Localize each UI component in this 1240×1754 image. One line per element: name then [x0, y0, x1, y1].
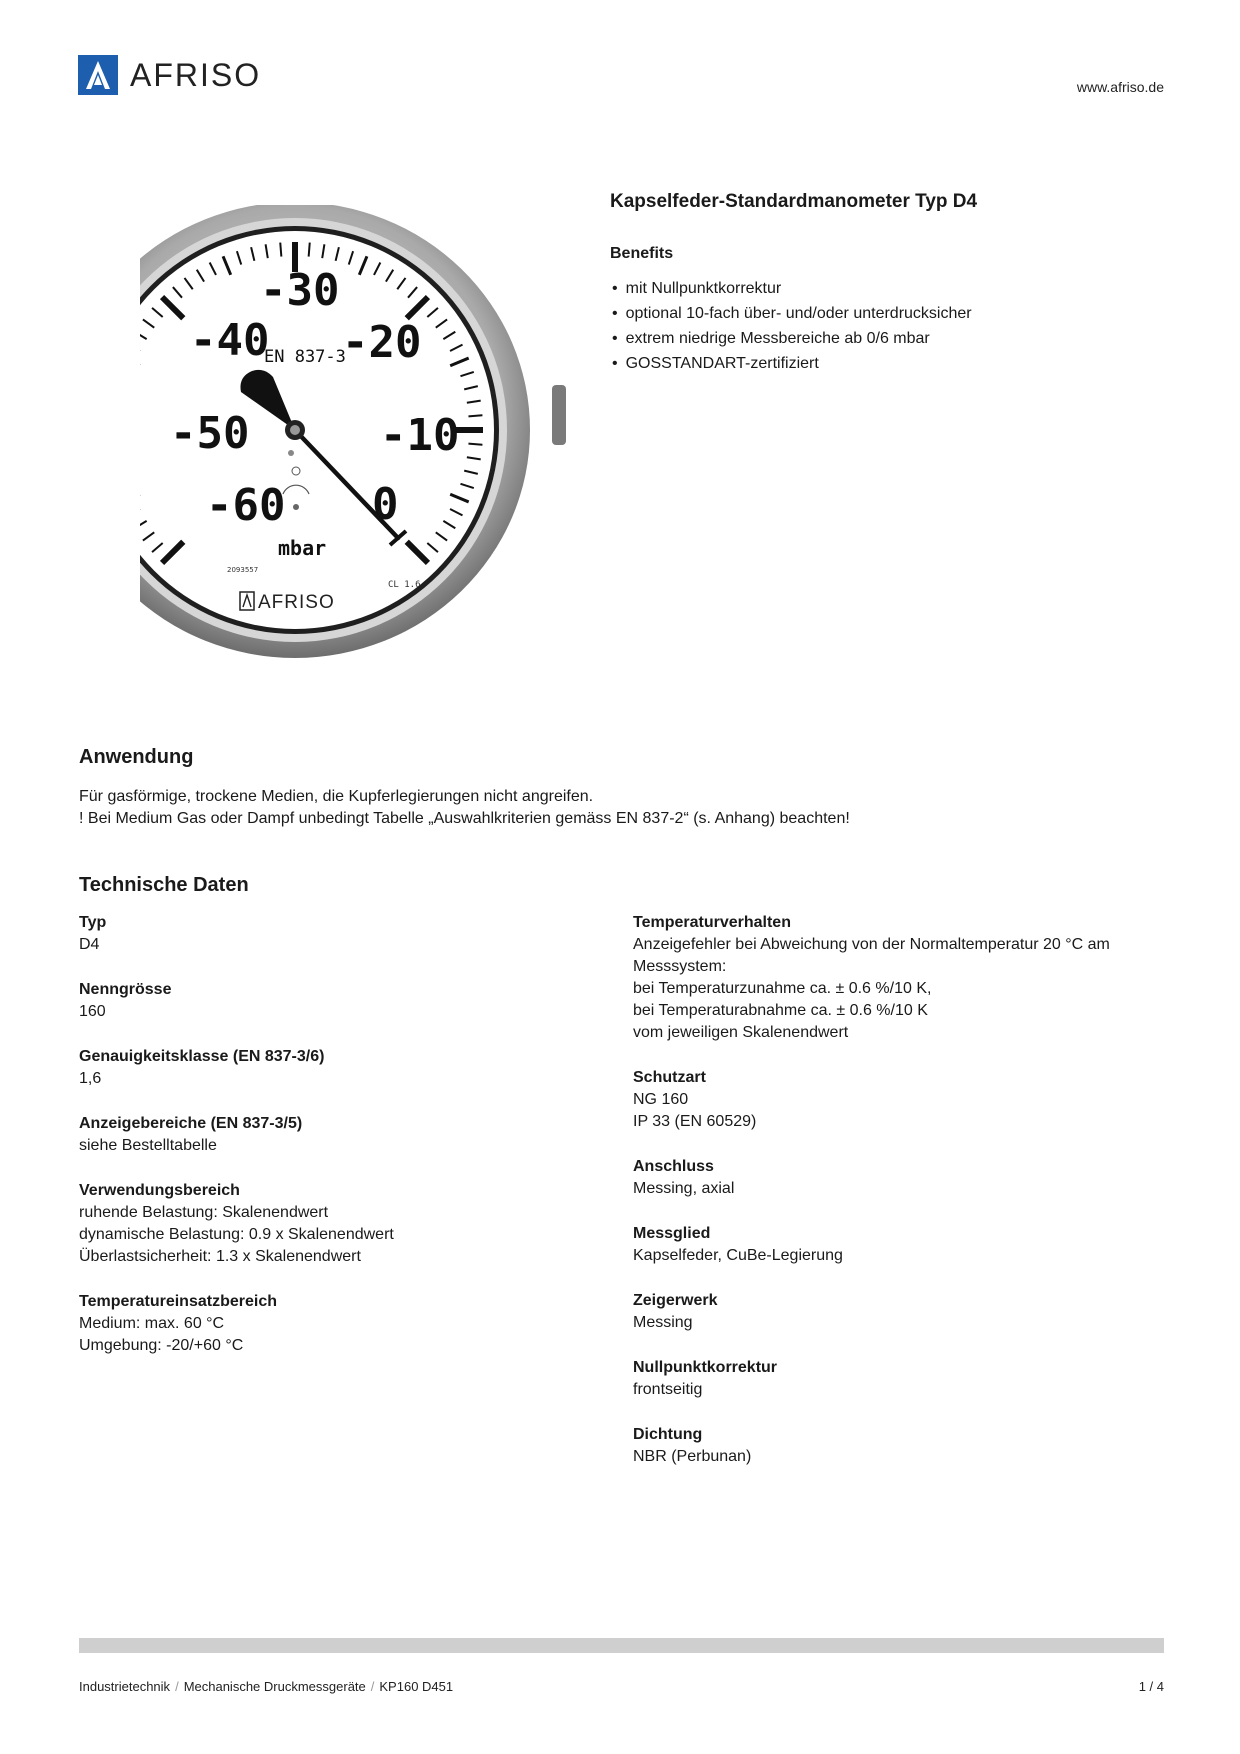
spec-value: Anzeigefehler bei Abweichung von der Normaltemperatur 20 °C am — [633, 936, 1110, 953]
breadcrumb-separator: / — [370, 1679, 375, 1694]
afriso-logo-icon — [78, 55, 118, 95]
spec-nenngroesse — [79, 979, 599, 1023]
spec-zeigerwerk — [633, 1290, 1153, 1334]
spec-label: Temperatureinsatzbereich — [79, 1293, 277, 1310]
spec-label: Temperaturverhalten — [633, 914, 791, 931]
spec-value: D4 — [79, 936, 100, 953]
spec-label: Nullpunktkorrektur — [633, 1359, 778, 1376]
spec-value: 160 — [79, 1003, 106, 1020]
spec-schutzart — [633, 1067, 1153, 1133]
breadcrumb — [79, 1679, 453, 1694]
spec-label: Typ — [79, 914, 107, 931]
spec-value: Medium: max. 60 °C — [79, 1315, 225, 1332]
breadcrumb-item[interactable]: KP160 D451 — [379, 1679, 454, 1694]
spec-label: Nenngrösse — [79, 981, 172, 998]
spec-temperaturverhalten — [633, 912, 1153, 1044]
scale-label-minus-20: -20 — [342, 317, 422, 368]
text-line: Für gasförmige, trockene Medien, die Kupferlegierungen nicht angreifen. — [79, 788, 594, 805]
gauge-tick — [468, 415, 482, 416]
section-heading-anwendung: Anwendung — [79, 746, 194, 768]
spec-value: bei Temperaturabnahme ca. ± 0.6 %/10 K — [633, 1002, 928, 1019]
spec-value: NBR (Perbunan) — [633, 1448, 752, 1465]
side-lug-right — [552, 385, 566, 445]
spec-value: Messing, axial — [633, 1180, 735, 1197]
scale-label-minus-30: -30 — [260, 265, 340, 316]
spec-column-right — [633, 912, 1153, 1491]
spec-nullpunktkorrektur — [633, 1357, 1153, 1401]
spec-label: Verwendungsbereich — [79, 1182, 240, 1199]
spec-label: Anschluss — [633, 1158, 714, 1175]
spec-value: 1,6 — [79, 1070, 102, 1087]
page-number: 1 / 4 — [1138, 1679, 1164, 1694]
list-item: • extrem niedrige Messbereiche ab 0/6 mbar — [612, 326, 972, 351]
breadcrumb-item[interactable]: Mechanische Druckmessgeräte — [183, 1679, 366, 1694]
gauge-standard: EN 837-3 — [264, 347, 346, 367]
spec-typ — [79, 912, 599, 956]
list-item: • mit Nullpunktkorrektur — [612, 276, 972, 301]
spec-value: Kapselfeder, CuBe-Legierung — [633, 1247, 843, 1264]
manometer-image — [140, 205, 570, 665]
breadcrumb-separator: / — [175, 1679, 179, 1694]
spec-label: Messglied — [633, 1225, 711, 1242]
list-item: • GOSSTANDART-zertifiziert — [612, 351, 972, 376]
brand-name: AFRISO — [130, 56, 262, 93]
benefits-heading: Benefits — [610, 245, 674, 262]
spec-anzeigebereiche — [79, 1113, 599, 1157]
dial-brand: AFRISO — [258, 592, 335, 613]
spec-anschluss — [633, 1156, 1153, 1200]
spec-value: frontseitig — [633, 1381, 703, 1398]
spec-value: IP 33 (EN 60529) — [633, 1113, 757, 1130]
spec-value: Messing — [633, 1314, 693, 1331]
breadcrumb-item[interactable]: Industrietechnik — [79, 1679, 171, 1694]
scale-label-minus-10: -10 — [380, 410, 460, 461]
spec-value: Messsystem: — [633, 958, 727, 975]
gauge-serial: 2093557 — [227, 566, 259, 574]
spec-label: Zeigerwerk — [633, 1292, 718, 1309]
spec-label: Schutzart — [633, 1069, 706, 1086]
spec-genauigkeitsklasse — [79, 1046, 599, 1090]
spec-dichtung — [633, 1424, 1153, 1468]
spec-temperatureinsatzbereich — [79, 1291, 599, 1357]
anwendung-text — [79, 786, 850, 830]
spec-column-left — [79, 912, 599, 1380]
spec-value: vom jeweiligen Skalenendwert — [633, 1024, 849, 1041]
brand-logo — [78, 55, 261, 95]
gauge-tick — [280, 243, 281, 257]
spec-value: siehe Bestelltabelle — [79, 1137, 217, 1154]
product-title: Kapselfeder-Standardmanometer Typ D4 — [610, 191, 978, 212]
benefits-list — [612, 276, 972, 376]
scale-label-zero: 0 — [372, 479, 399, 530]
scale-label-minus-50: -50 — [170, 408, 250, 459]
spec-value: bei Temperaturzunahme ca. ± 0.6 %/10 K, — [633, 980, 932, 997]
scale-label-minus-40: -40 — [190, 315, 270, 366]
spec-label: Anzeigebereiche (EN 837-3/5) — [79, 1115, 303, 1132]
footer-divider — [79, 1638, 1164, 1653]
spec-label: Dichtung — [633, 1426, 703, 1443]
gauge-tick — [468, 444, 482, 445]
section-heading-technische-daten: Technische Daten — [79, 874, 249, 896]
spec-value: Überlastsicherheit: 1.3 x Skalenendwert — [79, 1248, 361, 1265]
list-item: • optional 10-fach über- und/oder unterdrucksicher — [612, 301, 972, 326]
scale-label-minus-60: -60 — [206, 480, 286, 531]
text-line: ! Bei Medium Gas oder Dampf unbedingt Tabelle „Auswahlkriterien gemäss EN 837-2“ (s. Anhang) beachten! — [79, 810, 850, 827]
spec-messglied — [633, 1223, 1153, 1267]
spec-value: Umgebung: -20/+60 °C — [79, 1337, 244, 1354]
spec-value: dynamische Belastung: 0.9 x Skalenendwert — [79, 1226, 394, 1243]
gauge-unit: mbar — [278, 536, 327, 560]
spec-verwendungsbereich — [79, 1180, 599, 1268]
website-url[interactable]: www.afriso.de — [1076, 79, 1164, 95]
gauge-class: CL 1.6 — [388, 580, 421, 590]
spec-value: ruhende Belastung: Skalenendwert — [79, 1204, 329, 1221]
spec-value: NG 160 — [633, 1091, 689, 1108]
spec-label: Genauigkeitsklasse (EN 837-3/6) — [79, 1048, 325, 1065]
gauge-tick — [309, 243, 310, 257]
